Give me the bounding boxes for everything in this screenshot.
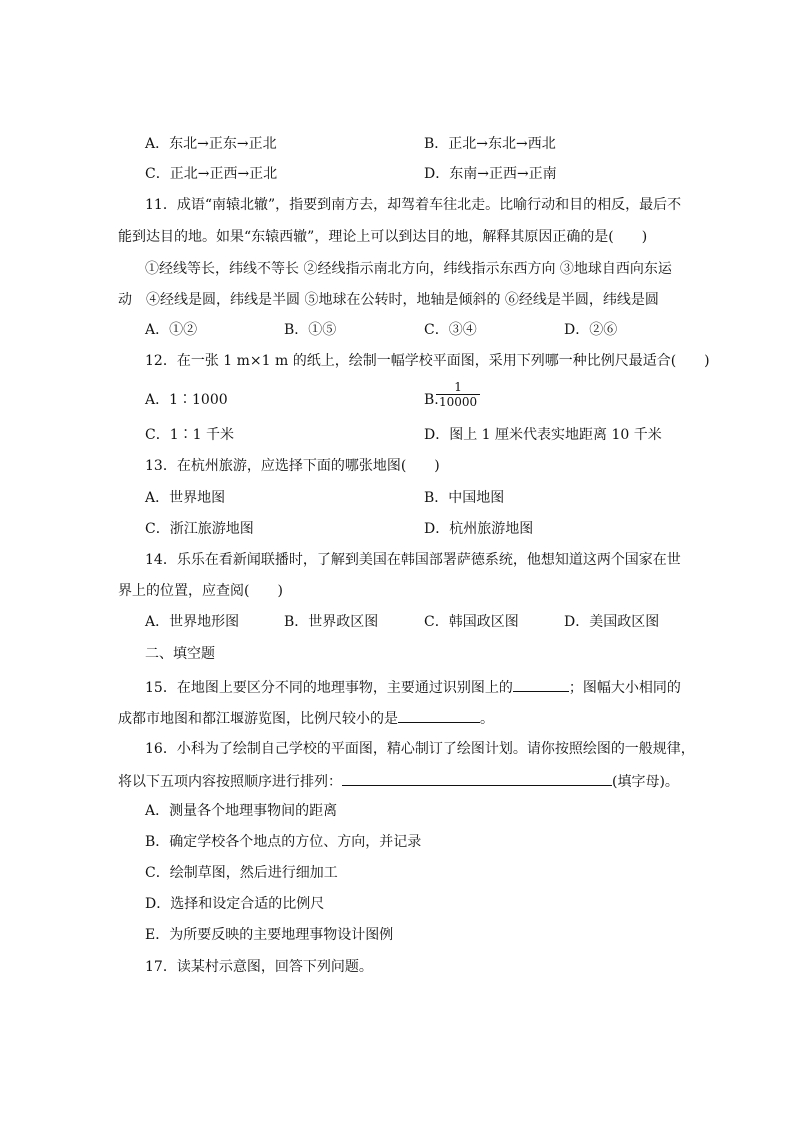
q12-option-c: C．1∶1 千米 (145, 427, 234, 443)
q16-item-e: E．为所要反映的主要地理事物设计图例 (145, 927, 394, 943)
q13-option-d: D．杭州旅游地图 (424, 521, 534, 537)
q11-statements-line1: ①经线等长，纬线不等长 ②经线指示南北方向，纬线指示东西方向 ③地球自西向东运 (145, 261, 672, 277)
q16-text-line2-end: (填字母)。 (612, 774, 679, 790)
q12-option-b-fraction (436, 380, 480, 409)
q11-option-c: C．③④ (424, 322, 477, 338)
q15-answer-blank-2[interactable] (398, 708, 480, 723)
q15-line2 (118, 708, 494, 728)
q17-stem: 17．读某村示意图，回答下列问题。 (145, 959, 373, 975)
q14-stem-line2: 界上的位置，应查阅( ) (118, 583, 283, 599)
q16-text-line2: 将以下五项内容按照顺序进行排列： (118, 774, 342, 790)
q13-option-c: C．浙江旅游地图 (145, 521, 254, 537)
q15-text-part2: ；图幅大小相同的 (568, 680, 681, 696)
q12-option-a: A．1∶1000 (145, 392, 228, 408)
q11-stem-line1: 11．成语“南辕北辙”，指要到南方去，却驾着车往北走。比喻行动和目的相反，最后不 (145, 197, 682, 213)
q12-stem: 12．在一张 1 m×1 m 的纸上，绘制一幅学校平面图，采用下列哪一种比例尺最适合( ) (145, 353, 710, 369)
q15-text-part1: 15．在地图上要区分不同的地理事物，主要通过识别图上的 (145, 680, 513, 696)
q16-item-b: B．确定学校各个地点的方位、方向，并记录 (145, 834, 422, 850)
q11-stem-line2: 能到达目的地。如果“东辕西辙”，理论上可以到达目的地，解释其原因正确的是( ) (118, 229, 648, 245)
q16-item-d: D．选择和设定合适的比例尺 (145, 896, 325, 912)
q11-statements-line2: 动 ④经线是圆，纬线是半圆 ⑤地球在公转时，地轴是倾斜的 ⑥经线是半圆，纬线是圆 (118, 292, 659, 308)
q14-stem-line1: 14．乐乐在看新闻联播时，了解到美国在韩国部署萨德系统，他想知道这两个国家在世 (145, 552, 681, 568)
q13-option-b: B．中国地图 (424, 490, 505, 506)
q15-line1 (145, 677, 681, 697)
q14-option-c: C．韩国政区图 (424, 614, 519, 630)
q16-item-c: C．绘制草图，然后进行细加工 (145, 865, 338, 881)
q16-stem-line1: 16．小科为了绘制自己学校的平面图，精心制订了绘图计划。请你按照绘图的一般规律， (145, 741, 695, 757)
q10-option-b: B．正北→东北→西北 (424, 136, 556, 152)
q16-answer-blank[interactable] (342, 771, 612, 786)
q12-option-b-prefix: B. (424, 392, 439, 408)
q11-option-a: A．①② (145, 322, 198, 338)
q14-option-a: A．世界地形图 (145, 614, 240, 630)
q10-option-a: A．东北→正东→正北 (145, 136, 277, 152)
section-heading-fill-in: 二、填空题 (145, 646, 215, 662)
q13-stem: 13．在杭州旅游，应选择下面的哪张地图( ) (145, 458, 440, 474)
q10-option-c: C．正北→正西→正北 (145, 166, 278, 182)
q14-option-d: D．美国政区图 (564, 614, 660, 630)
q10-option-d: D．东南→正西→正南 (424, 166, 557, 182)
q13-option-a: A．世界地图 (145, 490, 226, 506)
q16-stem-line2 (118, 771, 679, 791)
q15-text-line2: 成都市地图和都江堰游览图，比例尺较小的是 (118, 711, 398, 727)
q12-option-d: D．图上 1 厘米代表实地距离 10 千米 (424, 427, 662, 443)
fraction-numerator: 1 (436, 380, 480, 395)
q11-option-b: B．①⑤ (284, 322, 337, 338)
fraction-denominator: 10000 (439, 395, 478, 409)
q14-option-b: B．世界政区图 (284, 614, 379, 630)
q15-answer-blank-1[interactable] (513, 677, 569, 692)
q15-text-end: 。 (480, 711, 494, 727)
q11-option-d: D．②⑥ (564, 322, 618, 338)
q16-item-a: A．测量各个地理事物间的距离 (145, 803, 338, 819)
